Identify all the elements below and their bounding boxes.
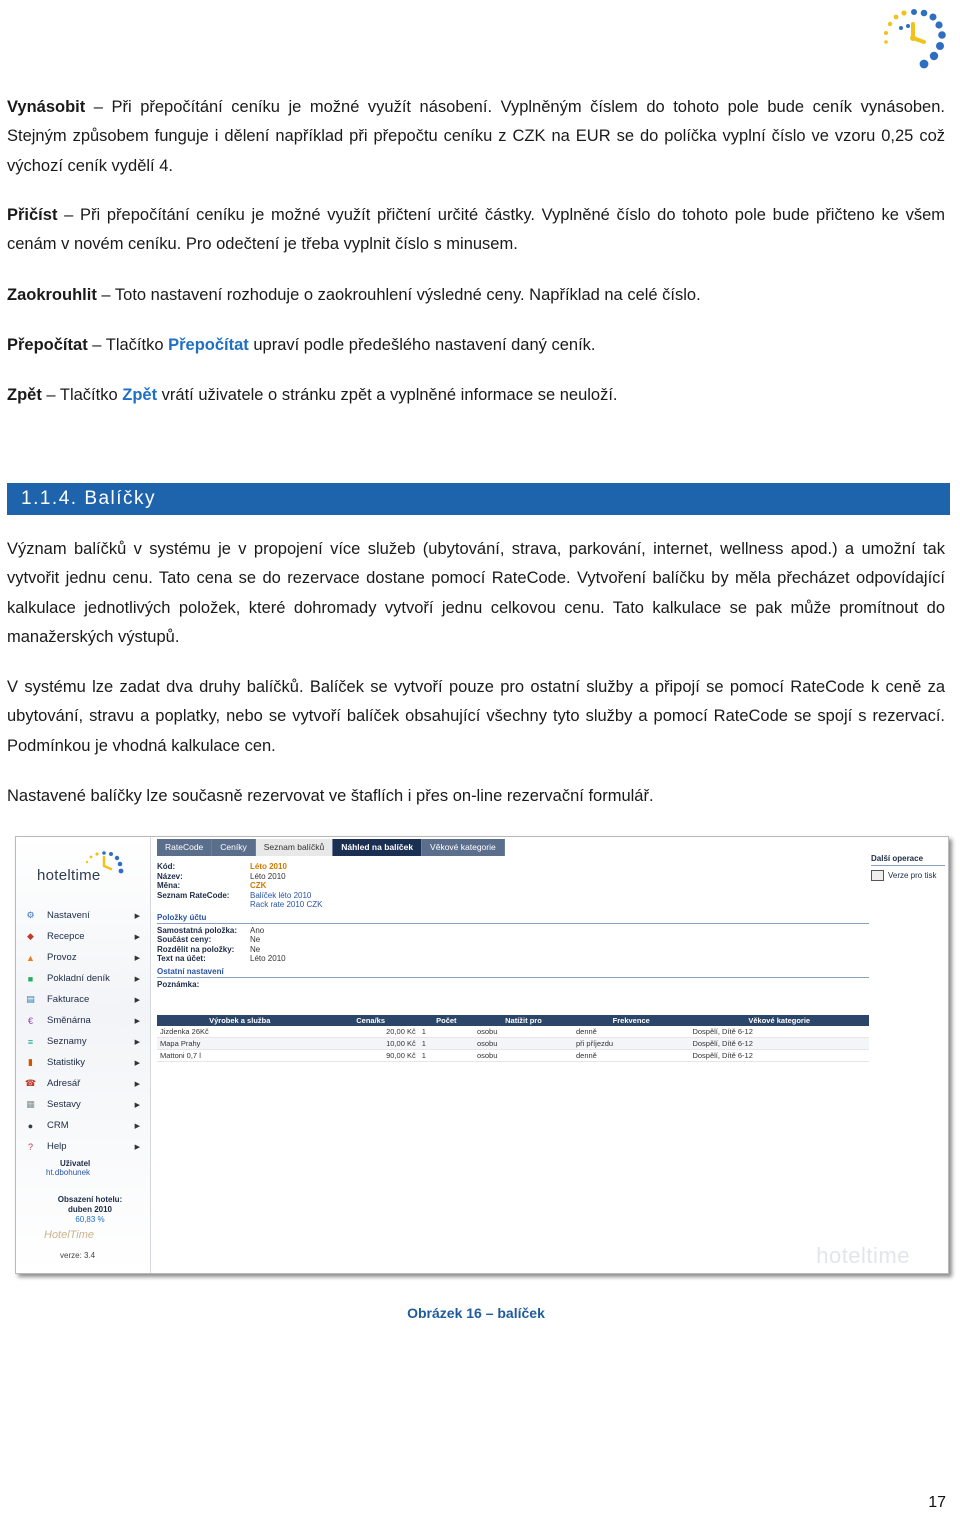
- tab-3[interactable]: Náhled na balíček: [333, 839, 422, 856]
- field-label: Seznam RateCode:: [157, 890, 230, 900]
- table-cell: denně: [573, 1050, 689, 1062]
- occupancy-label: Obsazení hotelu:: [57, 1195, 123, 1204]
- field-value: Léto 2010: [250, 954, 286, 963]
- tab-2[interactable]: Seznam balíčků: [256, 839, 333, 856]
- field-row: [157, 926, 869, 936]
- table-cell: Dospělí, Dítě 6-12: [689, 1038, 869, 1050]
- chevron-right-icon: ▶: [134, 1122, 140, 1130]
- chevron-right-icon: ▶: [134, 1038, 140, 1046]
- table-cell: při příjezdu: [573, 1038, 689, 1050]
- menu-item-1[interactable]: [24, 926, 140, 947]
- table-cell: Dospělí, Dítě 6-12: [689, 1050, 869, 1062]
- field-value: Léto 2010: [250, 871, 286, 881]
- table-header-row: [157, 1015, 869, 1026]
- text-recalculate-post: upraví podle předešlého nastavení daný ceník.: [248, 336, 596, 354]
- chevron-right-icon: ▶: [134, 996, 140, 1004]
- table-cell: Mattoni 0,7 l: [157, 1050, 323, 1062]
- table-row[interactable]: [157, 1026, 869, 1038]
- main-menu: [24, 905, 140, 1157]
- menu-item-5[interactable]: [24, 1010, 140, 1031]
- printer-icon: [871, 870, 884, 881]
- menu-item-label: Seznamy: [47, 1036, 87, 1047]
- text-recalculate-pre: – Tlačítko: [87, 336, 169, 354]
- cash-icon: ■: [27, 973, 34, 984]
- field-row: [157, 954, 869, 964]
- table-body: [157, 1026, 869, 1062]
- table-cell: osobu: [474, 1050, 573, 1062]
- field-label: Samostatná položka:: [157, 925, 238, 935]
- chevron-right-icon: ▶: [134, 933, 140, 941]
- other-operations-title: Další operace: [871, 854, 945, 866]
- column-header: Věkové kategorie: [689, 1015, 869, 1026]
- menu-item-label: Statistiky: [47, 1057, 86, 1068]
- crm-icon: ●: [27, 1120, 34, 1131]
- settings-icon: ⚙: [26, 910, 35, 920]
- text-back-pre: – Tlačítko: [41, 386, 123, 404]
- table-cell: Dospělí, Dítě 6-12: [689, 1026, 869, 1038]
- package-items-table: [157, 1015, 869, 1062]
- section-other-settings: Ostatní nastavení: [157, 967, 869, 978]
- package-preview-screenshot: [15, 836, 949, 1274]
- watermark: hoteltime: [816, 1243, 910, 1268]
- chevron-right-icon: ▶: [134, 1143, 140, 1151]
- table-row[interactable]: [157, 1038, 869, 1050]
- table-cell: 10,00 Kč: [323, 1038, 419, 1050]
- column-header: Natížit pro: [474, 1015, 573, 1026]
- text-back-post: vrátí uživatele o stránku zpět a vyplněné informace se neuloží.: [157, 386, 618, 404]
- menu-item-label: Help: [47, 1141, 67, 1152]
- field-row: [157, 862, 869, 872]
- paragraph-multiply: [7, 93, 945, 181]
- hoteltime-logo-icon: [856, 4, 946, 74]
- term-back: Zpět: [7, 386, 42, 404]
- menu-item-3[interactable]: [24, 968, 140, 989]
- field-row: [157, 891, 869, 901]
- stats-icon: ▮: [28, 1057, 33, 1067]
- section-account-items: Položky účtu: [157, 913, 869, 924]
- field-row: [157, 900, 869, 910]
- menu-item-7[interactable]: [24, 1052, 140, 1073]
- table-cell: denně: [573, 1026, 689, 1038]
- page-number: 17: [928, 1494, 946, 1511]
- table-cell: 1: [419, 1038, 474, 1050]
- column-header: Frekvence: [573, 1015, 689, 1026]
- chevron-right-icon: ▶: [134, 1059, 140, 1067]
- menu-item-label: Provoz: [47, 952, 77, 963]
- paragraph-add: [7, 201, 945, 260]
- field-label: Součást ceny:: [157, 935, 212, 944]
- chevron-right-icon: ▶: [134, 975, 140, 983]
- occupancy-info: [40, 1195, 140, 1225]
- term-recalculate: Přepočítat: [7, 336, 88, 354]
- chevron-right-icon: ▶: [134, 1101, 140, 1109]
- field-row: [157, 872, 869, 882]
- back-button-ref: Zpět: [122, 386, 158, 404]
- menu-item-0[interactable]: [24, 905, 140, 926]
- small-logo: HotelTime: [44, 1229, 95, 1241]
- note-label: Poznámka:: [157, 979, 200, 989]
- column-header: Počet: [419, 1015, 474, 1026]
- occupancy-month: duben 2010: [67, 1205, 112, 1214]
- field-value: Léto 2010: [250, 862, 287, 871]
- field-value[interactable]: Rack rate 2010 CZK: [250, 900, 323, 909]
- recalculate-button-ref: Přepočítat: [168, 336, 249, 354]
- address-icon: ☎: [24, 1078, 37, 1088]
- menu-item-4[interactable]: [24, 989, 140, 1010]
- menu-item-11[interactable]: [24, 1136, 140, 1157]
- field-row: [157, 945, 869, 955]
- paragraph-recalculate: [7, 331, 945, 360]
- field-value: Ne: [250, 935, 261, 944]
- menu-item-label: Pokladní deník: [47, 973, 110, 984]
- table-cell: 1: [419, 1050, 474, 1062]
- menu-item-label: Směnárna: [47, 1015, 91, 1026]
- field-row: [157, 881, 869, 891]
- invoice-icon: ▤: [26, 994, 35, 1004]
- paragraph-back: [7, 381, 945, 410]
- field-value[interactable]: Balíček léto 2010: [250, 890, 312, 900]
- table-cell: 20,00 Kč: [323, 1026, 419, 1038]
- menu-item-8[interactable]: [24, 1073, 140, 1094]
- version-label: verze: 3.4: [60, 1251, 96, 1260]
- tab-1[interactable]: Ceníky: [212, 839, 255, 856]
- print-version-button[interactable]: [871, 870, 945, 881]
- field-label: Text na účet:: [157, 954, 206, 963]
- menu-item-10[interactable]: [24, 1115, 140, 1136]
- field-label: Název:: [157, 871, 183, 881]
- print-version-label: Verze pro tisk: [888, 871, 937, 880]
- column-header: Cena/ks: [323, 1015, 419, 1026]
- occupancy-percent: 60,83 %: [75, 1215, 105, 1224]
- menu-item-label: Fakturace: [47, 994, 90, 1005]
- field-value: Ne: [250, 944, 261, 954]
- tab-bar: [157, 839, 505, 856]
- menu-item-9[interactable]: [24, 1094, 140, 1115]
- field-label: [157, 900, 250, 910]
- user-info: [46, 1159, 90, 1177]
- chevron-right-icon: ▶: [134, 1080, 140, 1088]
- brand-name: hoteltime: [37, 867, 101, 884]
- basic-fields: [157, 862, 869, 910]
- figure-caption: Obrázek 16 – balíček: [407, 1305, 545, 1321]
- term-multiply: Vynásobit: [7, 98, 86, 116]
- exchange-icon: €: [27, 1015, 33, 1026]
- field-label: Měna:: [157, 881, 181, 890]
- list-icon: ≡: [27, 1036, 34, 1047]
- reports-icon: ▦: [26, 1099, 35, 1109]
- chevron-right-icon: ▶: [134, 912, 140, 920]
- chevron-right-icon: ▶: [134, 954, 140, 962]
- menu-item-2[interactable]: [24, 947, 140, 968]
- operations-icon: ▲: [26, 952, 35, 963]
- package-details: [157, 856, 869, 989]
- menu-item-label: CRM: [47, 1120, 69, 1131]
- reception-icon: ◆: [27, 931, 34, 941]
- paragraph-round: [7, 281, 945, 310]
- section-heading: 1.1.4. Balíčky: [7, 483, 950, 515]
- table-cell: 1: [419, 1026, 474, 1038]
- term-round: Zaokrouhlit: [7, 286, 97, 304]
- note-row: [157, 980, 869, 990]
- tab-4[interactable]: Věkové kategorie: [422, 839, 505, 856]
- table-cell: 90,00 Kč: [323, 1050, 419, 1062]
- field-row: [157, 935, 869, 945]
- menu-item-label: Adresář: [47, 1078, 81, 1089]
- other-operations-panel: [871, 854, 945, 881]
- sidebar: [16, 837, 151, 1273]
- column-header: Výrobek a služba: [157, 1015, 323, 1026]
- table-cell: Mapa Prahy: [157, 1038, 323, 1050]
- text-round: – Toto nastavení rozhoduje o zaokrouhlení výsledné ceny. Například na celé číslo.: [96, 286, 701, 304]
- text-multiply: – Při přepočítání ceníku je možné využít násobení. Vyplněným číslem do tohoto pole bude ceník vynásoben. Stejným způsobem funguje i dělení například při přepočtu ceníku z CZK na EUR se do políčka vyplní číslo ve vzoru 0,25 což výchozí ceník vydělí 4.: [7, 98, 945, 175]
- table-row[interactable]: [157, 1050, 869, 1062]
- field-label: Rozdělit na položky:: [157, 944, 235, 954]
- field-value: CZK: [250, 881, 267, 890]
- table-cell: Jizdenka 26Kč: [157, 1026, 323, 1038]
- chevron-right-icon: ▶: [134, 1017, 140, 1025]
- field-label: Kód:: [157, 862, 176, 871]
- table-cell: osobu: [474, 1026, 573, 1038]
- text-add: – Při přepočítání ceníku je možné využít přičtení určité částky. Vyplněné číslo do tohoto pole bude přičteno ke všem cenám v novém ceníku. Pro odečtení je třeba vyplnit číslo s minusem.: [7, 206, 945, 254]
- paragraph-package-types: V systému lze zadat dva druhy balíčků. Balíček se vytvoří pouze pro ostatní služby a připojí se pomocí RateCode k ceně za ubytování, stravu a poplatky, nebo se vytvoří balíček obsahující všechny tyto služby a pomocí RateCode se spojí s rezervací. Podmínkou je vhodná kalkulace cen.: [7, 678, 945, 755]
- user-label: Uživatel: [60, 1159, 91, 1168]
- menu-item-6[interactable]: [24, 1031, 140, 1052]
- user-name[interactable]: ht.dbohunek: [46, 1168, 91, 1177]
- table-cell: osobu: [474, 1038, 573, 1050]
- menu-item-label: Recepce: [47, 931, 85, 942]
- paragraph-package-booking: Nastavené balíčky lze současně rezervovat ve štaflích i přes on-line rezervační formulář.: [7, 787, 654, 805]
- menu-item-label: Sestavy: [47, 1099, 81, 1110]
- tab-0[interactable]: RateCode: [157, 839, 212, 856]
- paragraph-packages-intro: Význam balíčků v systému je v propojení více služeb (ubytování, strava, parkování, internet, wellness apod.) a umožní tak vytvořit jednu cenu. Tato cena se do rezervace dostane pomocí RateCode. Vytvoření balíčku by měla přecházet odpovídající kalkulace jednotlivých položek, které dohromady vytvoří jednu celkovou cenu. Tato kalkulace se pak může promítnout do manažerských výstupů.: [7, 540, 945, 646]
- menu-item-label: Nastavení: [47, 910, 90, 921]
- help-icon: ?: [27, 1141, 33, 1152]
- account-fields: [157, 926, 869, 964]
- term-add: Přičíst: [7, 206, 58, 224]
- field-value: Ano: [250, 925, 265, 935]
